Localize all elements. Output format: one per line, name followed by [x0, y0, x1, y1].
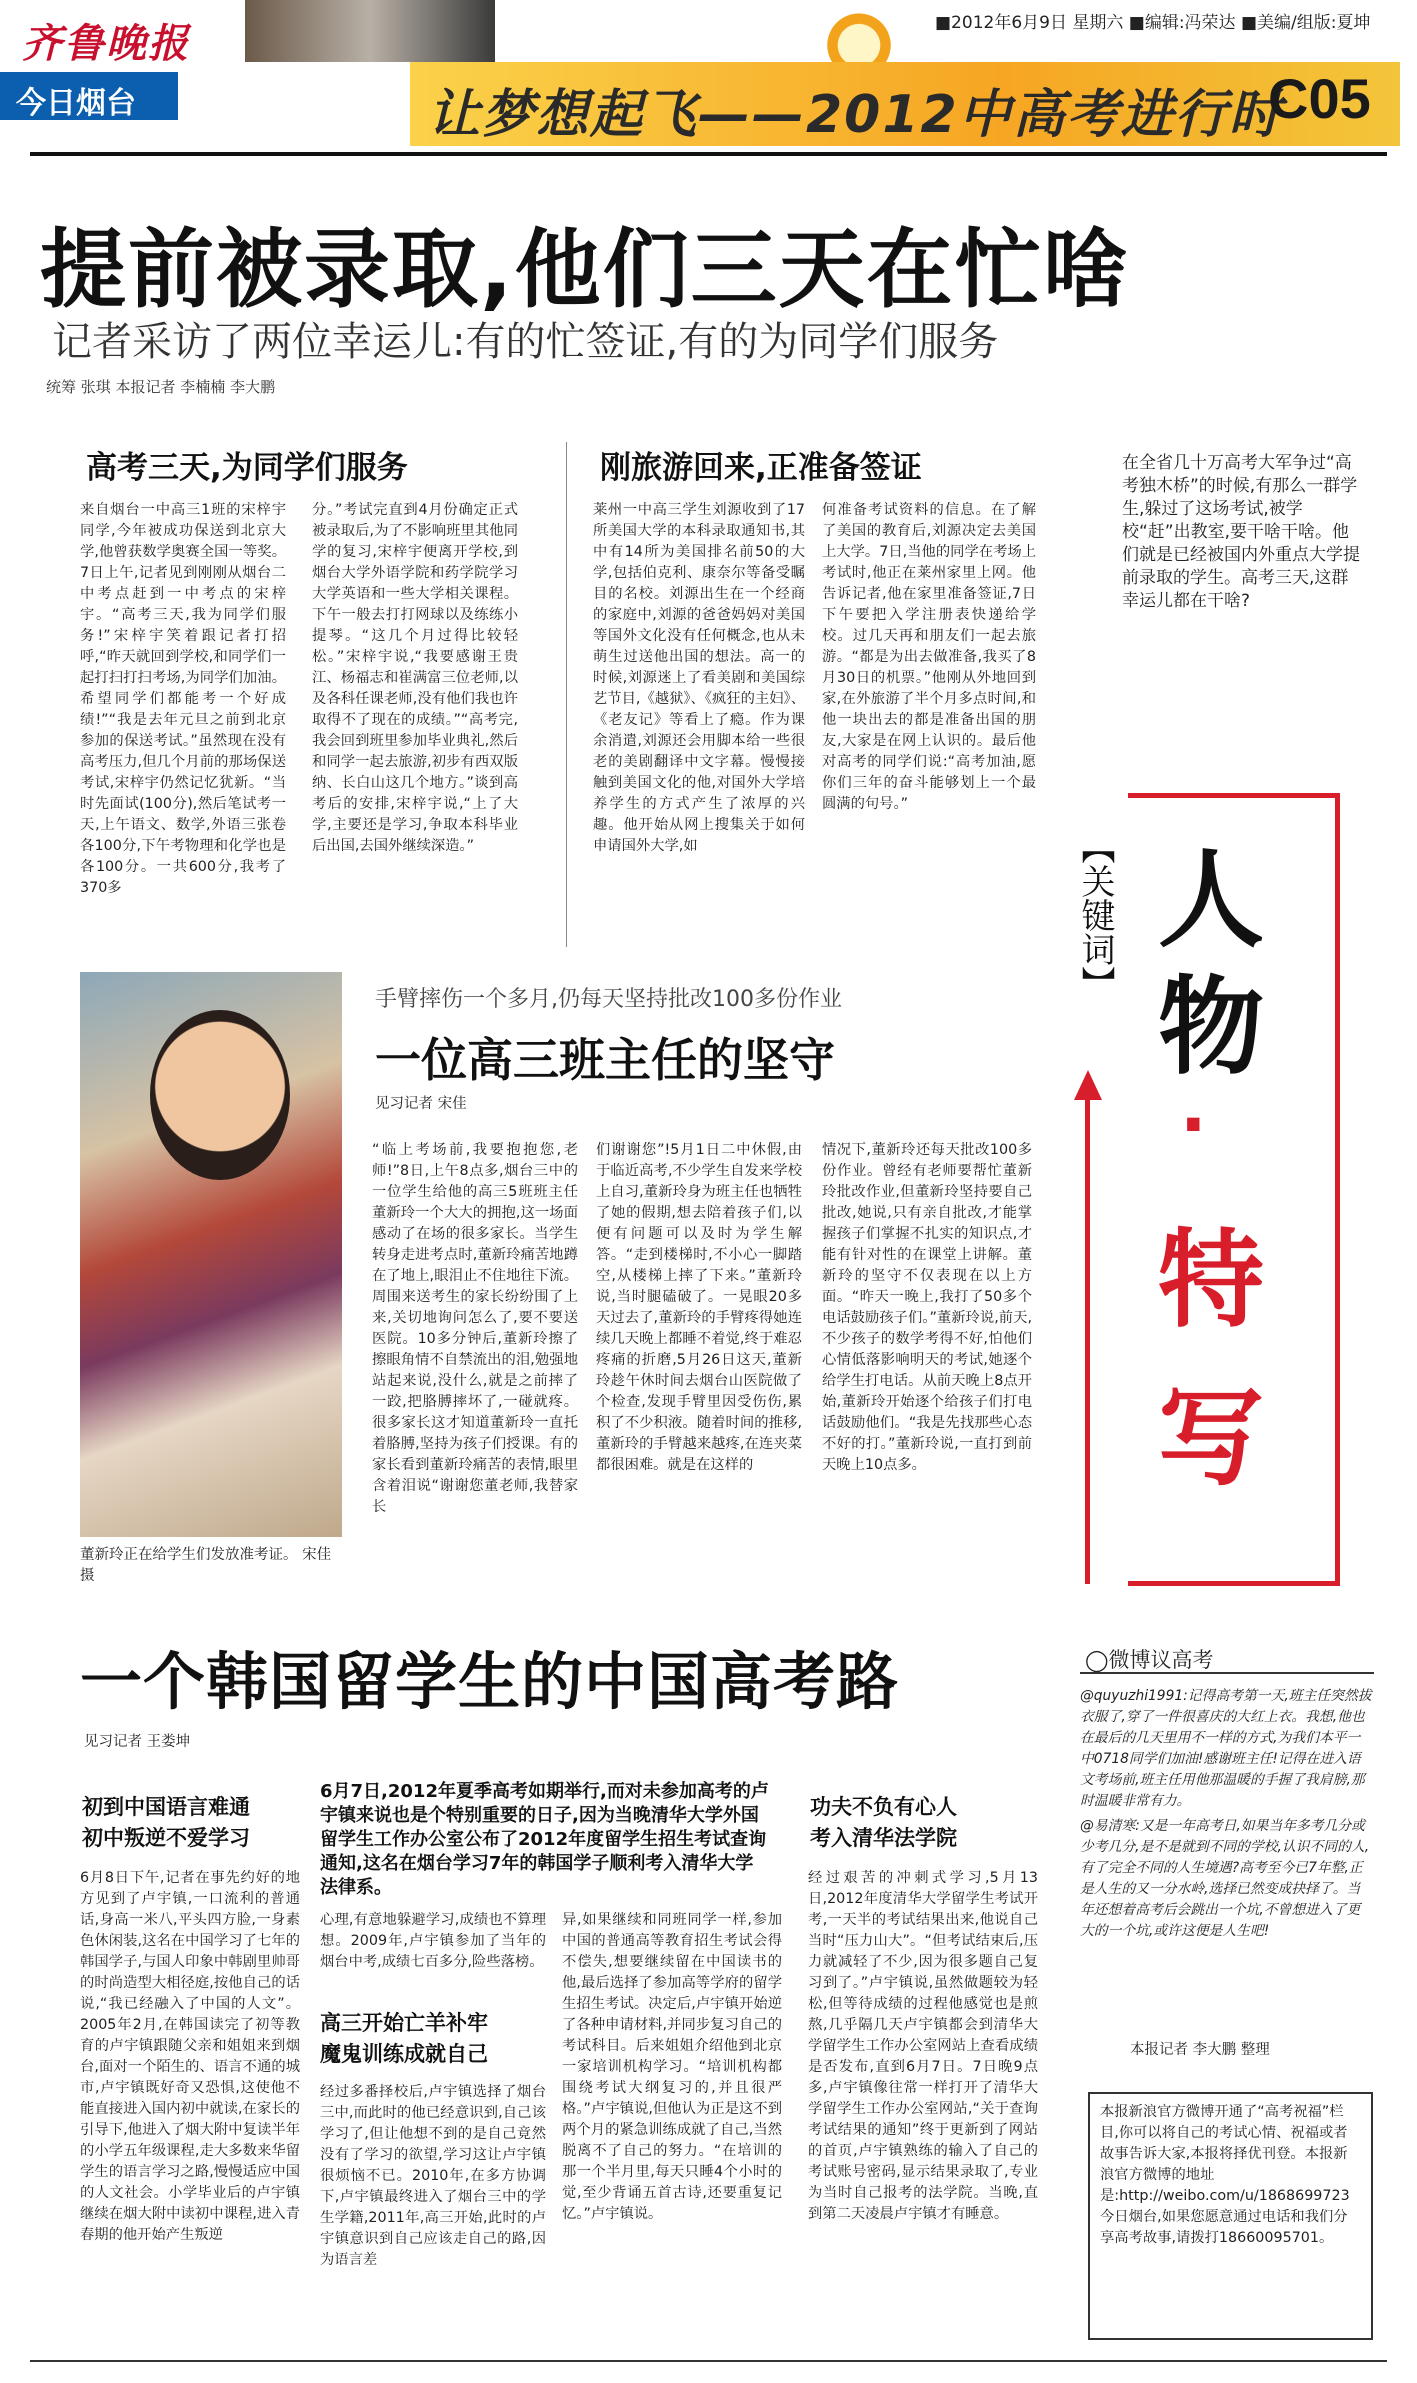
keyword-dot: · [1180, 1084, 1207, 1166]
korean-subhead-3-line2: 考入清华法学院 [810, 1826, 957, 1850]
korean-subhead-3-line1: 功夫不负有心人 [810, 1795, 957, 1819]
keyword-char-3: 特 [1158, 1219, 1264, 1342]
korean-story-title: 一个韩国留学生的中国高考路 [80, 1645, 900, 1718]
page-subhead: 记者采访了两位幸运儿:有的忙签证,有的为同学们服务 [52, 319, 999, 365]
korean-reporter: 见习记者 王娄坤 [84, 1734, 191, 1750]
teacher-column-1: “临上考场前,我要抱抱您,老师!”8日,上午8点多,烟台三中的一位学生给他的高三5班班主任董新玲一个大大的拥抱,这一场面感动了在场的很多家长。当学生转身走进考点时,董新玲痛苦地蹲在了地上,眼泪止不住地往下流。周围来送考生的家长纷纷围了上来,关切地询问怎么了,要不要送医院。10多分钟后,董新玲擦了擦眼角情不自禁流出的泪,勉强地站起来说,没什么,就是之前摔了一跤,把胳膊摔坏了,一碰就疼。很多家长这才知道董新玲一直托着胳膊,坚持为孩子们授课。有的家长看到董新玲痛苦的表情,眼里含着泪说“谢谢您董老师,我替家长 [372, 1142, 578, 1515]
weibo-notice: 本报新浪官方微博开通了“高考祝福”栏目,你可以将自己的考试心情、祝福或者故事告诉大家,本报将择优刊登。本报新浪官方微博的地址是:http://weibo.com/u/1868699723今日烟台,如果您愿意通过电话和我们分享高考故事,请拨打18660095701。 [1088, 2092, 1373, 2340]
byline: 统筹 张琪 本报记者 李楠楠 李大鹏 [46, 378, 276, 396]
keyword-label: 【关键词】 [1075, 830, 1115, 1000]
keyword-char-2: 物 [1158, 966, 1264, 1089]
photo-caption: 董新玲正在给学生们发放准考证。 宋佳 摄 [80, 1547, 332, 1584]
teacher-title: 一位高三班主任的坚守 [375, 1033, 835, 1087]
story2-column-2: 何准备考试资料的信息。在了解了美国的教育后,刘源决定去美国上大学。7日,当他的同学在考场上考试时,他正在莱州家里上网。他告诉记者,他在家里准备签证,7日下午要把入学注册表快递给学校。过几天再和朋友们一起去旅游。“都是为出去做准备,我买了8月30日的机票。”他刚从外地回到家,在外旅游了半个月多点时间,和他一块出去的都是准备出国的朋友,大家是在网上认识的。最后他对高考的同学们说:“高考加油,愿你们三年的奋斗能够划上一个最圆满的句号。” [822, 502, 1036, 812]
teacher-column-2: 们谢谢您”!5月1日二中休假,由于临近高考,不少学生自发来学校上自习,董新玲身为班主任也牺牲了她的假期,想去陪着孩子们,以便有问题可以及时为学生解答。“走到楼梯时,不小心一脚踏空,从楼梯上摔了下来。”董新玲说,当时腿磕破了。一晃眼20多天过去了,董新玲的手臂疼得她连续几天晚上都睡不着觉,终于难忍疼痛的折磨,5月26日这天,董新玲趁午休时间去烟台山医院做了个检查,发现手臂里因受伤伤,累积了不少积液。随着时间的推移,董新玲的手臂越来越疼,在连夹菜都很困难。就是在这样的 [596, 1142, 802, 1473]
korean-column-1: 6月8日下午,记者在事先约好的地方见到了卢宇镇,一口流利的普通话,身高一米八,平头四方脸,一身素色休闲装,这名在中国学习了七年的韩国学子,与国人印象中韩剧里帅哥的时尚造型大相径庭,按他自己的话说,“我已经融入了中国的人文”。2005年2月,在韩国读完了初等教育的卢宇镇跟随父亲和姐姐来到烟台,面对一个陌生的、语言不通的城市,卢宇镇既好奇又恐惧,这使他不能直接进入国内初中就读,在家长的引导下,他进入了烟大附中复读半年的小学五年级课程,走大多数来华留学生的语言学习之路,慢慢适应中国的人文社会。小学毕业后的卢宇镇继续在烟大附中读初中课程,进入青春期的他开始产生叛逆 [80, 1870, 300, 2243]
footer-rule [30, 2360, 1387, 2362]
keyword-char-1: 人 [1158, 839, 1264, 962]
korean-lead: 6月7日,2012年夏季高考如期举行,而对未参加高考的卢宇镇来说也是个特别重要的日子,因为当晚清华大学外国留学生工作办公室公布了2012年度留学生招生考试查询通知,这名在烟台学习7年的韩国学子顺利考入清华大学法律系。 [320, 1781, 769, 1898]
story1-heading: 高考三天,为同学们服务 [86, 450, 408, 486]
banner-title: 让梦想起飞——2012中高考进行时 [428, 85, 1283, 145]
intro-text: 在全省几十万高考大军争过“高考独木桥”的时候,有那么一群学生,躲过了这场考试,被学校“赶”出教室,要干啥干啥。他们就是已经被国内外重点大学提前录取的学生。高考三天,这群幸运儿都在干啥? [1122, 453, 1360, 611]
korean-subhead-2-line1: 高三开始亡羊补牢 [320, 2011, 488, 2035]
korean-subhead-1-line1: 初到中国语言难通 [82, 1795, 250, 1819]
korean-subhead-2-line2: 魔鬼训练成就自己 [320, 2042, 488, 2066]
teacher-column-3: 情况下,董新玲还每天批改100多份作业。曾经有老师要帮忙董新玲批改作业,但董新玲坚持要自己批改,她说,只有亲自批改,才能掌握孩子们掌握不扎实的知识点,才能有针对性的在课堂上讲解。董新玲的坚守不仅表现在以上方面。“昨天一晚上,我打了50多个电话鼓励孩子们。”董新玲说,前天,不少孩子的数学考得不好,怕他们心情低落影响明天的考试,她逐个给学生打电话。从前天晚上8点开始,董新玲开始逐个给孩子们打电话鼓励他们。“我是先找那些心态不好的打。”董新玲说,一直打到前天晚上10点多。 [822, 1142, 1032, 1473]
story1-column-2: 分。”考试完直到4月份确定正式被录取后,为了不影响班里其他同学的复习,宋梓宇便离开学校,到烟台大学外语学院和药学院学习大学英语和一些大学相关课程。下午一般去打打网球以及练练小提琴。“这几个月过得比较轻松。”宋梓宇说,“我要感谢王贵江、杨福志和崔满富三位老师,以及各科任课老师,没有他们我也许取得不了现在的成绩。”“高考完,我会回到班里参加毕业典礼,然后和同学一起去旅游,初步有西双版纳、长白山这几个地方。”谈到高考后的安排,宋梓宇说,“上了大学,主要还是学习,争取本科毕业后出国,去国外继续深造。” [312, 502, 518, 854]
weibo-post-2: @易清寒:又是一年高考日,如果当年多考几分或少考几分,是不是就到不同的学校,认识不同的人,有了完全不同的人生境遇?高考至今已7年整,正是人生的又一分水岭,选择已然变成抉择了。当年还想着高考后会跳出一个坑,不曾想进入了更大的一个坑,或许这便是人生吧! [1080, 1818, 1370, 1939]
korean-column-2b: 经过多番择校后,卢宇镇选择了烟台三中,而此时的他已经意识到,自己该学习了,但让他想不到的是自己竟然没有了学习的欲望,学习这让卢宇镇很烦恼不已。2010年,在多方协调下,卢宇镇最终进入了烟台三中的学生学籍,2011年,高三开始,此时的卢宇镇意识到自己应该走自己的路,因为语言差 [320, 2084, 546, 2268]
teacher-reporter: 见习记者 宋佳 [375, 1096, 467, 1112]
weibo-title: ◯微博议高考 [1085, 1648, 1214, 1672]
korean-subhead-1-line2: 初中叛逆不爱学习 [82, 1826, 250, 1850]
edition-line: ■2012年6月9日 星期六 ■编辑:冯荣达 ■美编/组版:夏坤 [935, 13, 1371, 33]
newspaper-brand: 齐鲁晚报 [22, 20, 190, 67]
arrow-up-icon [1074, 1070, 1102, 1100]
story2-heading: 刚旅游回来,正准备签证 [600, 450, 922, 486]
teacher-face [150, 1010, 290, 1180]
section-tab: 今日烟台 [0, 72, 178, 120]
korean-column-2: 心理,有意地躲避学习,成绩也不算理想。2009年,卢宇镇参加了当年的烟台中考,成绩七百多分,险些落榜。 [320, 1912, 546, 1970]
weibo-box [1080, 1672, 1374, 2032]
page-headline: 提前被录取,他们三天在忙啥 [40, 220, 1131, 320]
arrow-line [1085, 1100, 1090, 1584]
weibo-editors: 本报记者 李大鹏 整理 [1130, 2042, 1270, 2058]
keyword-char-4: 写 [1158, 1377, 1264, 1500]
story2-column-1: 莱州一中高三学生刘源收到了17所美国大学的本科录取通知书,其中有14所为美国排名前50的大学,包括伯克利、康奈尔等备受瞩目的名校。刘源出生在一个经商的家庭中,刘源的爸爸妈妈对美国等国外文化没有任何概念,也从未萌生过送他出国的想法。高一的时候,刘源迷上了看美剧和美国综艺节目,《越狱》、《疯狂的主妇》、《老友记》等看上了瘾。作为课余消遣,刘源还会用脚本给一些很老的美剧翻译中文字幕。慢慢接触到美国文化的他,对国外大学培养学生的方式产生了浓厚的兴趣。他开始从网上搜集关于如何申请国外大学,如 [593, 502, 805, 854]
teacher-kicker: 手臂摔伤一个多月,仍每天坚持批改100多份作业 [375, 987, 842, 1012]
alarm-clock-icon [800, 8, 918, 70]
story1-column-1: 来自烟台一中高三1班的宋梓宇同学,今年被成功保送到北京大学,他曾获数学奥赛全国一等奖。7日上午,记者见到刚刚从烟台二中考点赶到一中考点的宋梓宇。“高考三天,我为同学们服务!”宋梓宇笑着跟记者打招呼,“昨天就回到学校,和同学们一起打扫打扫考场,为同学们加油。希望同学们都能考一个好成绩!”“我是去年元旦之前到北京参加的保送考试。”虽然现在没有高考压力,但几个月前的那场保送考试,宋梓宇仍然记忆犹新。“当时先面试(100分),然后笔试考一天,上午语文、数学,外语三张卷各100分,下午考物理和化学也是各100分。一共600分,我考了370多 [80, 502, 286, 896]
graduates-photo [245, 0, 495, 62]
korean-column-4: 经过艰苦的冲刺式学习,5月13日,2012年度清华大学留学生考试开考,一天半的考试结果出来,他说自己当时“压力山大”。“但考试结束后,压力就减轻了不少,因为很多题自己复习到了。”卢宇镇说,虽然做题较为轻松,但等待成绩的过程他感觉也是煎熬,几乎隔几天卢宇镇都会到清华大学留学生工作办公室网站上查看成绩是否发布,直到6月7日。7日晚9点多,卢宇镇像往常一样打开了清华大学留学生工作办公室网站,“关于查询考试结果的通知”终于更新到了网站的首页,卢宇镇熟练的输入了自己的考试账号密码,显示结果录取了,专业为当时自己报考的法学院。当晚,直到第二天凌晨卢宇镇才有睡意。 [808, 1870, 1038, 2222]
column-divider [566, 442, 567, 947]
korean-column-3: 异,如果继续和同班同学一样,参加中国的普通高等教育招生考试会得不偿失,想要继续留在中国读书的他,最后选择了参加高等学府的留学生招生考试。决定后,卢宇镇开始逆了各种申请材料,并同步复习自己的考试科目。后来姐姐介绍他到北京一家培训机构学习。“培训机构都围绕考试大纲复习的,并且很严格。”卢宇镇说,但他认为正是这不到两个月的紧急训练成就了自己,当然脱离不了自己的努力。“在培训的那一个半月里,每天只睡4个小时的觉,至少背诵五首古诗,还要重复记忆。”卢宇镇说。 [562, 1912, 782, 2222]
masthead [0, 0, 1417, 150]
header-rule [30, 152, 1387, 156]
weibo-post-1: @quyuzhi1991:记得高考第一天,班主任突然拔衣服了,穿了一件很喜庆的大红上衣。我想,他也在最后的几天里用不一样的方式,为我们本平一中0718同学们加油!感谢班主任!记得在进入语文考场前,班主任用他那温暖的手握了我肩膀,那时温暖非常有力。 [1080, 1688, 1372, 1809]
page-code: C05 [1268, 67, 1371, 130]
